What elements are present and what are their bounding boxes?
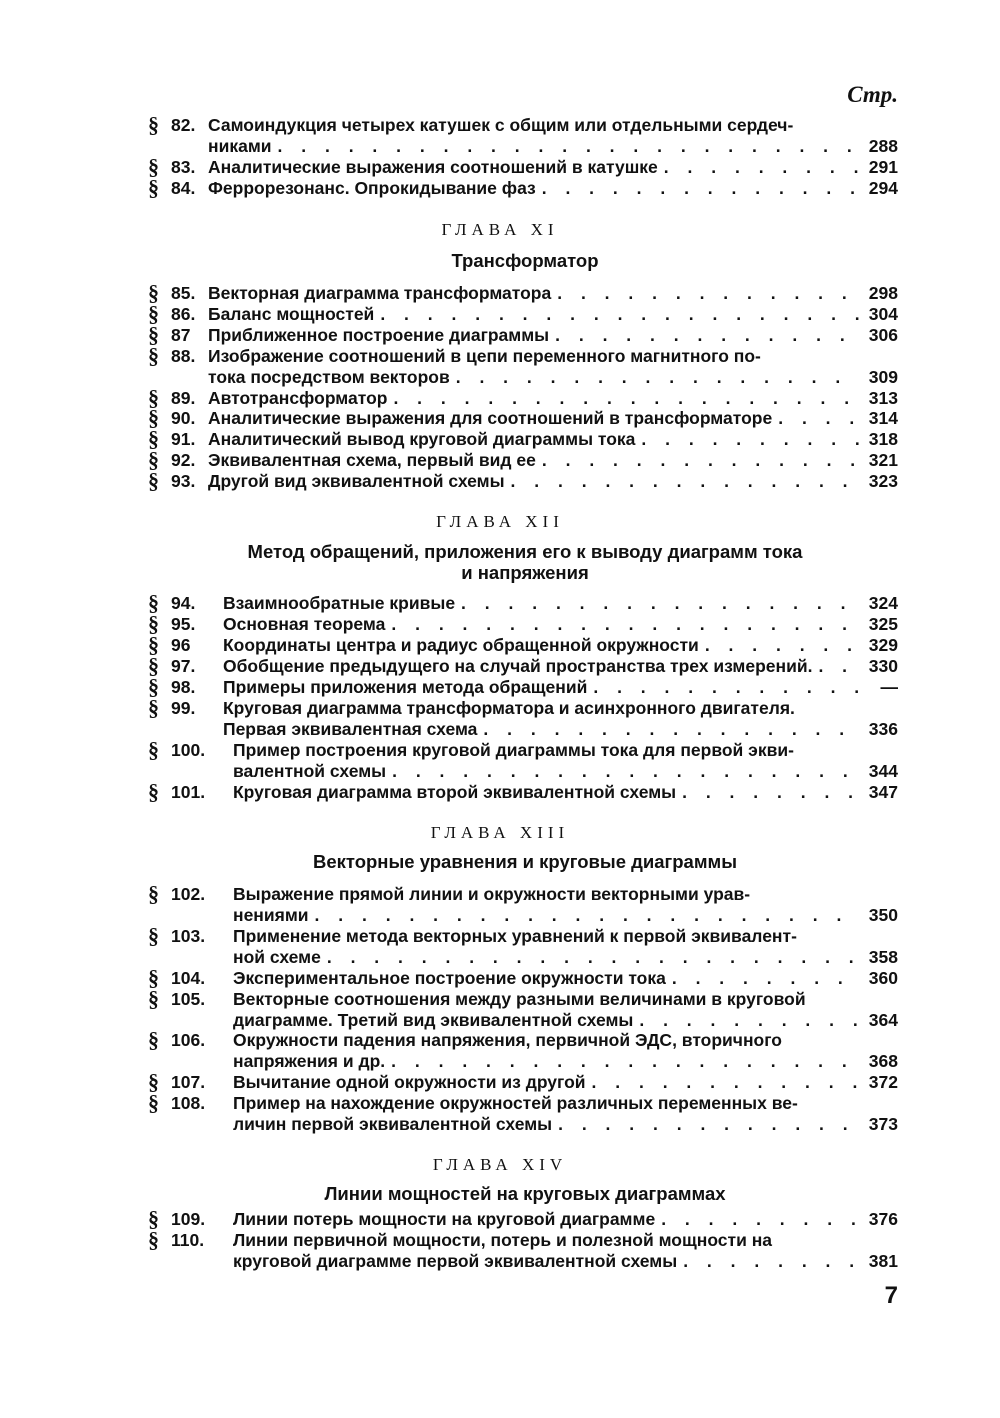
toc-entry-96: § 96 Координаты центра и радиус обращенной окружности . . . 329: [148, 635, 898, 656]
entry-title: Примеры приложения метода обращений: [223, 677, 588, 697]
section-number: 109.: [171, 1209, 206, 1229]
entry-title: Другой вид эквивалентной схемы: [208, 471, 505, 491]
entry-title: Векторные соотношения между разными величинами в круговой: [233, 989, 806, 1009]
entry-title: личин первой эквивалентной схемы: [233, 1113, 553, 1134]
toc-entry-108: § 108. Пример на нахождение окружностей различных переменных ве- личин первой эквивалентной схемы . . . 373: [148, 1093, 898, 1135]
dot-leader: [505, 471, 860, 492]
section-number: 98.: [171, 677, 196, 697]
chapter-label: ГЛАВА XII: [436, 512, 564, 531]
section-number: 82.: [171, 115, 196, 135]
entry-title: напряжения и др.: [233, 1050, 386, 1071]
section-number: 96: [171, 635, 191, 655]
page-ref: 381: [868, 1250, 898, 1271]
section-number: 85.: [171, 283, 196, 303]
dot-leader: [586, 1072, 860, 1093]
section-number: 107.: [171, 1072, 206, 1092]
page-ref: 325: [868, 614, 898, 634]
page-ref: —: [880, 677, 898, 697]
entry-title: Изображение соотношений в цепи переменного магнитного по-: [208, 346, 761, 366]
page-ref: 294: [868, 178, 898, 198]
section-number: 93.: [171, 471, 196, 491]
dot-leader: [386, 761, 860, 782]
page-number: 7: [884, 1282, 898, 1309]
toc-entry-89: § 89. Автотрансформатор . . . 313: [148, 388, 898, 409]
section-number: 91.: [171, 429, 196, 449]
chapter-title-cont: и напряжения: [461, 562, 589, 583]
section-number: 110.: [171, 1230, 205, 1250]
dot-leader: [655, 1209, 860, 1230]
section-number: 95.: [171, 614, 196, 634]
dot-leader: [552, 1114, 860, 1135]
toc-entry-110: § 110. Линии первичной мощности, потерь и полезной мощности на круговой диаграмме первой эквивалентной схемы . . . 381: [148, 1230, 898, 1272]
section-number: 103.: [171, 926, 206, 946]
page-ref: 321: [868, 450, 898, 470]
toc-entry-93: § 93. Другой вид эквивалентной схемы . . . 323: [148, 471, 898, 492]
chapter-title: Трансформатор: [451, 250, 599, 271]
entry-title: Аналитические выражения для соотношений в трансформаторе: [208, 408, 773, 428]
dot-leader: [587, 677, 860, 698]
section-number: 90.: [171, 408, 196, 428]
page-ref: 324: [868, 593, 898, 613]
entry-title: Вычитание одной окружности из другой: [233, 1072, 586, 1092]
entry-title: Экспериментальное построение окружности тока: [233, 968, 666, 988]
dot-leader: [676, 782, 860, 803]
toc-entry-82: § 82. Самоиндукция четырех катушек с общим или отдельными сердеч- никами . . . 288: [148, 115, 898, 157]
toc-entry-104: § 104. Экспериментальное построение окружности тока . . . 360: [148, 968, 898, 989]
entry-title: ной схеме: [233, 946, 321, 967]
entry-title: Автотрансформатор: [208, 388, 388, 408]
section-number: 87: [171, 325, 191, 345]
entry-title: Выражение прямой линии и окружности векторными урав-: [233, 884, 751, 904]
entry-title: Окружности падения напряжения, первичной ЭДС, вторичного: [233, 1030, 782, 1050]
chapter-title: Метод обращений, приложения его к выводу диаграмм тока: [247, 541, 803, 562]
page-ref: 358: [868, 946, 898, 967]
toc-entry-92: § 92. Эквивалентная схема, первый вид ее . . . 321: [148, 450, 898, 471]
entry-title: Основная теорема: [223, 614, 386, 634]
chapter-label: ГЛАВА XIII: [430, 823, 570, 842]
dot-leader: [633, 1010, 860, 1031]
page-ref: 336: [868, 718, 898, 739]
dot-leader: [385, 1051, 860, 1072]
toc-entry-90: § 90. Аналитические выражения для соотношений в трансформаторе . . . 314: [148, 408, 898, 429]
dot-leader: [812, 656, 860, 677]
toc-entry-95: § 95. Основная теорема . . . 325: [148, 614, 898, 635]
toc-entry-83: § 83. Аналитические выражения соотношений в катушке . . . 291: [148, 157, 898, 178]
page-ref: 364: [868, 1009, 898, 1030]
entry-title: круговой диаграмме первой эквивалентной схемы: [233, 1250, 678, 1271]
entry-title: Векторная диаграмма трансформатора: [208, 283, 552, 303]
toc-entry-85: § 85. Векторная диаграмма трансформатора . . . 298: [148, 283, 898, 304]
section-number: 99.: [171, 698, 196, 718]
toc-entry-86: § 86. Баланс мощностей . . . 304: [148, 304, 898, 325]
toc-entry-98: § 98. Примеры приложения метода обращений . . . —: [148, 677, 898, 698]
section-number: 101.: [171, 782, 206, 802]
page-ref: 323: [868, 471, 898, 491]
entry-title: нениями: [233, 904, 309, 925]
section-number: 84.: [171, 178, 196, 198]
dot-leader: [658, 157, 860, 178]
page-ref: 313: [868, 388, 898, 408]
toc-entry-109: § 109. Линии потерь мощности на круговой диаграмме . . . 376: [148, 1209, 898, 1230]
dot-leader: [387, 388, 860, 409]
dot-leader: [455, 593, 860, 614]
dot-leader: [321, 947, 860, 968]
entry-title: Аналитические выражения соотношений в катушке: [208, 157, 658, 177]
toc-entry-106: § 106. Окружности падения напряжения, первичной ЭДС, вторичного напряжения и др. . . . 368: [148, 1030, 898, 1072]
dot-leader: [536, 178, 860, 199]
dot-leader: [385, 614, 860, 635]
page-ref: 373: [868, 1113, 898, 1134]
dot-leader: [477, 719, 860, 740]
entry-title: Пример построения круговой диаграммы тока для первой экви-: [233, 740, 794, 760]
toc-entry-87: § 87 Приближенное построение диаграммы . . . 306: [148, 325, 898, 346]
toc-entry-94: § 94. Взаимнообратные кривые . . . 324: [148, 593, 898, 614]
entry-title: Аналитический вывод круговой диаграммы тока: [208, 429, 636, 449]
entry-title: Взаимнообратные кривые: [223, 593, 456, 613]
dot-leader: [272, 136, 860, 157]
toc-entry-101: § 101. Круговая диаграмма второй эквивалентной схемы . . . 347: [148, 782, 898, 803]
entry-title: Обобщение предыдущего на случай пространства трех измерений.: [223, 656, 813, 676]
dot-leader: [666, 968, 860, 989]
toc-entry-103: § 103. Применение метода векторных уравнений к первой эквивалент- ной схеме . . . 358: [148, 926, 898, 968]
dot-leader: [374, 304, 860, 325]
section-number: 105.: [171, 989, 206, 1009]
dot-leader: [772, 408, 860, 429]
chapter-title: Векторные уравнения и круговые диаграммы: [312, 851, 738, 872]
page-ref: 330: [868, 656, 898, 676]
page-ref: 350: [868, 904, 898, 925]
section-number: 104.: [171, 968, 206, 988]
page-ref: 304: [868, 304, 898, 324]
toc-entry-97: § 97. Обобщение предыдущего на случай пространства трех измерений. . . . 330: [148, 656, 898, 677]
toc-entry-88: § 88. Изображение соотношений в цепи переменного магнитного по- тока посредством векторов . . . 309: [148, 346, 898, 388]
section-number: 100.: [171, 740, 206, 760]
section-number: 88.: [171, 346, 196, 366]
page-ref: 291: [868, 157, 898, 177]
section-number: 108.: [171, 1093, 206, 1113]
entry-title: валентной схемы: [233, 760, 387, 781]
entry-title: Пример на нахождение окружностей различных переменных ве-: [233, 1093, 798, 1113]
entry-title: диаграмме. Третий вид эквивалентной схемы: [233, 1009, 634, 1030]
toc-entry-100: § 100. Пример построения круговой диаграммы тока для первой экви- валентной схемы . . . 344: [148, 740, 898, 782]
entry-title: Феррорезонанс. Опрокидывание фаз: [208, 178, 536, 198]
toc-entry-84: § 84. Феррорезонанс. Опрокидывание фаз . . . 294: [148, 178, 898, 199]
chapter-label: ГЛАВА XI: [441, 220, 559, 239]
page-ref: 360: [868, 968, 898, 988]
toc-entry-107: § 107. Вычитание одной окружности из другой . . . 372: [148, 1072, 898, 1093]
entry-title: Координаты центра и радиус обращенной окружности: [223, 635, 699, 655]
entry-title: Линии потерь мощности на круговой диаграмме: [233, 1209, 656, 1229]
page-column-header: Стр.: [847, 82, 898, 107]
page-ref: 309: [868, 366, 898, 387]
page-ref: 344: [868, 760, 898, 781]
entry-title: Линии первичной мощности, потерь и полезной мощности на: [233, 1230, 773, 1250]
section-number: 92.: [171, 450, 196, 470]
toc-entry-99: § 99. Круговая диаграмма трансформатора и асинхронного двигателя. Первая эквивалентная схема . . . 336: [148, 698, 898, 740]
dot-leader: [699, 635, 860, 656]
toc-entry-105: § 105. Векторные соотношения между разными величинами в круговой диаграмме. Третий вид эквивалентной схемы . . . 364: [148, 989, 898, 1031]
entry-title: Первая эквивалентная схема: [223, 718, 478, 739]
dot-leader: [677, 1251, 860, 1272]
entry-title: Приближенное построение диаграммы: [208, 325, 550, 345]
entry-title: Применение метода векторных уравнений к первой эквивалент-: [233, 926, 797, 946]
toc-entry-91: § 91. Аналитический вывод круговой диаграммы тока . . . 318: [148, 429, 898, 450]
page-ref: 347: [868, 782, 898, 802]
page-ref: 318: [868, 429, 898, 449]
page-ref: 298: [868, 283, 898, 303]
entry-title: никами: [208, 135, 272, 156]
entry-title: Баланс мощностей: [208, 304, 375, 324]
dot-leader: [536, 450, 860, 471]
entry-title: тока посредством векторов: [208, 366, 450, 387]
entry-title: Круговая диаграмма второй эквивалентной схемы: [233, 782, 677, 802]
page-ref: 288: [868, 135, 898, 156]
dot-leader: [549, 325, 860, 346]
section-number: 106.: [171, 1030, 206, 1050]
entry-title: Эквивалентная схема, первый вид ее: [208, 450, 536, 470]
section-number: 102.: [171, 884, 206, 904]
page-ref: 368: [868, 1050, 898, 1071]
page-ref: 372: [868, 1072, 898, 1092]
entry-title: Самоиндукция четырех катушек с общим или отдельными сердеч-: [208, 115, 794, 135]
page-ref: 306: [868, 325, 898, 345]
dot-leader: [551, 283, 860, 304]
section-number: 97.: [171, 656, 196, 676]
section-number: 89.: [171, 388, 196, 408]
dot-leader: [635, 429, 860, 450]
section-number: 94.: [171, 593, 196, 613]
chapter-label: ГЛАВА XIV: [432, 1155, 568, 1174]
toc-entry-102: § 102. Выражение прямой линии и окружности векторными урав- нениями . . . 350: [148, 884, 898, 926]
entry-title: Круговая диаграмма трансформатора и асинхронного двигателя.: [223, 698, 795, 718]
page-ref: 314: [868, 408, 898, 428]
section-number: 86.: [171, 304, 196, 324]
page-ref: 329: [868, 635, 898, 655]
page-ref: 376: [868, 1209, 898, 1229]
dot-leader: [450, 367, 860, 388]
section-number: 83.: [171, 157, 196, 177]
chapter-title: Линии мощностей на круговых диаграммах: [324, 1183, 726, 1204]
dot-leader: [309, 905, 860, 926]
